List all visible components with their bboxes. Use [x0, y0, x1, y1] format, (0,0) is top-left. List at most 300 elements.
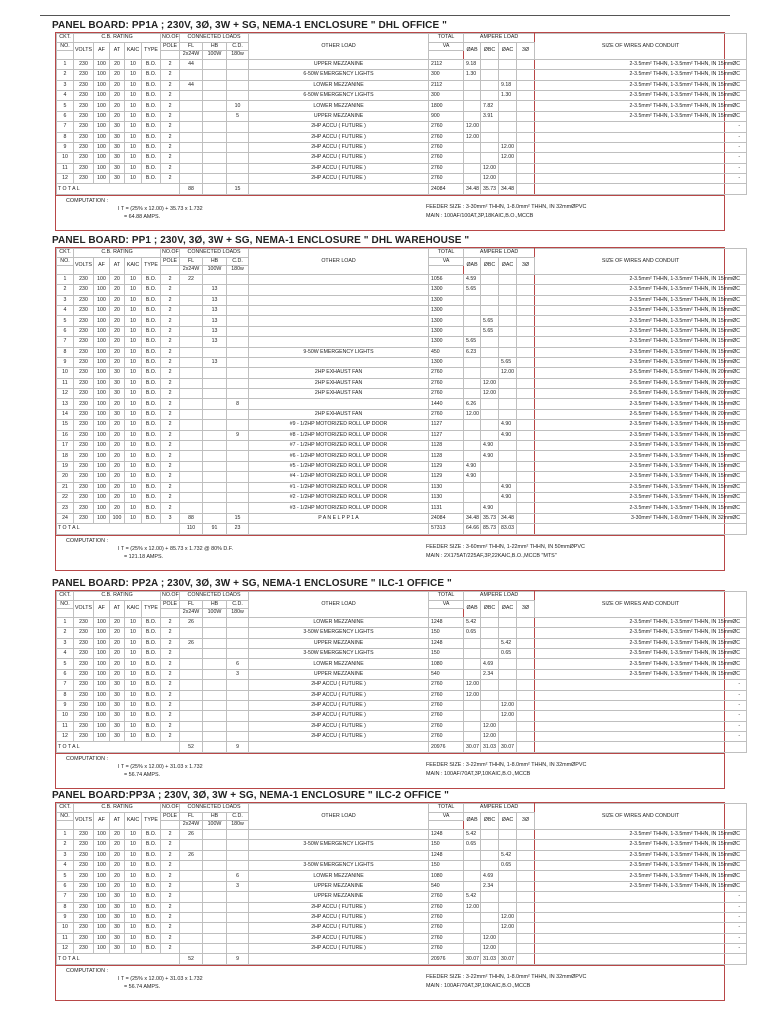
total-row [57, 184, 747, 194]
cell-volts: 230 [74, 316, 94, 326]
hdr-fl: FL [180, 257, 203, 266]
cell-amp-ab: 1.30 [464, 70, 481, 80]
panel-board-pp1a [52, 19, 741, 231]
cell-volts: 230 [74, 101, 94, 111]
cell-other-load [249, 337, 429, 347]
cell-cd [227, 902, 249, 912]
cell-cd [227, 933, 249, 943]
cell-hb [203, 111, 227, 121]
cell-amp-ab: 12.00 [464, 122, 481, 132]
cell-amp-3p [517, 142, 535, 152]
cell-wire-size: - [535, 892, 747, 902]
cell-other-load [249, 399, 429, 409]
cell-fl [180, 357, 203, 367]
panel-schedule-box [55, 590, 741, 789]
cell-kaic: 10 [125, 638, 142, 648]
hdr-no-of: NO.OF [162, 249, 179, 256]
cell-amp-ac: 5.65 [499, 357, 517, 367]
cell-amp-ac [499, 902, 517, 912]
table-row [57, 451, 747, 461]
cell-cd: 15 [227, 513, 249, 523]
cell-amp-ac [499, 721, 517, 731]
total-label: T O T A L [57, 184, 180, 194]
cell-total-va: 24084 [429, 513, 464, 523]
cell-ckt: 13 [57, 399, 74, 409]
cell-fl [180, 860, 203, 870]
cell-other-load: UPPER MEZZANINE [249, 881, 429, 891]
cell-ckt: 6 [57, 881, 74, 891]
cell-other-load: P A N E L P P 1 A [249, 513, 429, 523]
hdr-size-of-wires: SIZE OF WIRES AND CONDUIT [535, 34, 747, 60]
cell-volts: 230 [74, 142, 94, 152]
cell-cd: 6 [227, 659, 249, 669]
cell-amp-ab [464, 732, 481, 742]
cell-amp-bc [481, 680, 499, 690]
cell-amp-ab [464, 389, 481, 399]
cell-type: B.O. [142, 122, 161, 132]
cell-pole: 2 [161, 617, 180, 627]
cell-ckt: 9 [57, 700, 74, 710]
cell-kaic: 10 [125, 711, 142, 721]
cell-wire-size: 2-3.5mm² THHN, 1-3.5mm² THHN, IN 15mmØC [535, 850, 747, 860]
cell-af: 100 [94, 912, 110, 922]
cell-pole: 2 [161, 923, 180, 933]
cell-volts: 230 [74, 274, 94, 284]
cell-total-va: 2760 [429, 389, 464, 399]
cell-ckt: 1 [57, 274, 74, 284]
total-wire-size [535, 184, 747, 194]
cell-af: 100 [94, 368, 110, 378]
cell-amp-bc [481, 461, 499, 471]
cell-at: 20 [110, 430, 125, 440]
table-row [57, 840, 747, 850]
cell-amp-bc: 12.00 [481, 163, 499, 173]
cell-amp-ab [464, 648, 481, 658]
total-total-va: 20976 [429, 742, 464, 752]
cell-fl [180, 472, 203, 482]
cell-amp-3p [517, 659, 535, 669]
cell-ckt: 10 [57, 711, 74, 721]
cell-af: 100 [94, 389, 110, 399]
total-row [57, 742, 747, 752]
cell-af: 100 [94, 721, 110, 731]
cell-wire-size: 2-3.5mm² THHN, 1-3.5mm² THHN, IN 15mmØC [535, 295, 747, 305]
cell-af: 100 [94, 850, 110, 860]
cell-amp-ac [499, 174, 517, 184]
cell-total-va: 2760 [429, 732, 464, 742]
cell-total-va: 540 [429, 669, 464, 679]
cell-fl [180, 669, 203, 679]
total-other-load [249, 954, 429, 964]
cell-volts: 230 [74, 700, 94, 710]
table-row [57, 420, 747, 430]
cell-amp-ac [499, 659, 517, 669]
cell-total-va: 1127 [429, 420, 464, 430]
cell-at: 20 [110, 482, 125, 492]
cell-amp-ac [499, 871, 517, 881]
cell-amp-ab [464, 850, 481, 860]
hdr-total: TOTAL [429, 592, 464, 601]
table-row [57, 295, 747, 305]
cell-cd [227, 337, 249, 347]
cell-amp-3p [517, 648, 535, 658]
cell-amp-bc [481, 430, 499, 440]
cell-af: 100 [94, 153, 110, 163]
cell-amp-ab: 4.59 [464, 274, 481, 284]
total-amp-ac: 34.48 [499, 184, 517, 194]
cell-ckt: 16 [57, 430, 74, 440]
cell-wire-size: 2-3.5mm² THHN, 1-3.5mm² THHN, IN 15mmØC [535, 316, 747, 326]
cell-total-va: 540 [429, 881, 464, 891]
cell-amp-bc: 12.00 [481, 721, 499, 731]
hdr-cd-rating: 180w [227, 266, 249, 275]
cell-other-load: 2HP ACCU ( FUTURE ) [249, 142, 429, 152]
feeder-size: FEEDER SIZE : 3-22mm² THHN, 1-8.0mm² THHN, IN 32mmØPVC [426, 973, 587, 980]
hdr-three-phase: 3Ø [517, 257, 535, 274]
cell-other-load: 2HP ACCU ( FUTURE ) [249, 721, 429, 731]
cell-kaic: 10 [125, 881, 142, 891]
cell-total-va: 2760 [429, 163, 464, 173]
cell-total-va: 1127 [429, 430, 464, 440]
cell-amp-ac [499, 680, 517, 690]
cell-fl [180, 295, 203, 305]
cell-hb [203, 399, 227, 409]
cell-wire-size: 2-3.5mm² THHN, 1-3.5mm² THHN, IN 15mmØC [535, 472, 747, 482]
cell-amp-bc [481, 142, 499, 152]
cell-cd [227, 326, 249, 336]
cell-kaic: 10 [125, 944, 142, 954]
cell-amp-bc [481, 399, 499, 409]
cell-volts: 230 [74, 441, 94, 451]
cell-amp-3p [517, 669, 535, 679]
table-row [57, 732, 747, 742]
cell-af: 100 [94, 357, 110, 367]
cell-other-load [249, 829, 429, 839]
computation-block [56, 965, 724, 1000]
cell-volts: 230 [74, 503, 94, 513]
cell-kaic: 10 [125, 700, 142, 710]
cell-fl [180, 101, 203, 111]
cell-amp-ab [464, 430, 481, 440]
cell-amp-ac [499, 840, 517, 850]
cell-other-load: LOWER MEZZANINE [249, 101, 429, 111]
hdr-ampere-load: AMPERE LOAD [464, 592, 535, 601]
cell-other-load: 2HP EXHAUST FAN [249, 368, 429, 378]
cell-other-load: 2HP ACCU ( FUTURE ) [249, 933, 429, 943]
cell-volts: 230 [74, 492, 94, 502]
cell-total-va: 2760 [429, 944, 464, 954]
cell-type: B.O. [142, 721, 161, 731]
cell-amp-ac: 12.00 [499, 700, 517, 710]
hdr-cb-rating: C.B. RATING [74, 249, 161, 258]
cell-amp-3p [517, 933, 535, 943]
cell-total-va: 150 [429, 840, 464, 850]
cell-amp-ab [464, 451, 481, 461]
cell-cd [227, 680, 249, 690]
cell-at: 30 [110, 892, 125, 902]
cell-af: 100 [94, 59, 110, 69]
panel-title: PANEL BOARD: PP2A ; 230V, 3Ø, 3W + SG, NEMA-1 ENCLOSURE " ILC-1 OFFICE " [52, 578, 452, 589]
cell-wire-size: 2-5.5mm² THHN, 1-5.5mm² THHN, IN 20mmØC [535, 378, 747, 388]
cell-cd [227, 829, 249, 839]
cell-pole: 2 [161, 70, 180, 80]
cell-fl: 44 [180, 59, 203, 69]
cell-amp-ac [499, 441, 517, 451]
cell-wire-size: - [535, 721, 747, 731]
cell-amp-ac [499, 617, 517, 627]
hdr-cd-rating: 180w [227, 51, 249, 60]
cell-amp-bc [481, 305, 499, 315]
hdr-phase-ac: ØAC [499, 812, 517, 829]
cell-pole: 2 [161, 59, 180, 69]
total-cd: 15 [227, 184, 249, 194]
cell-other-load: 2HP ACCU ( FUTURE ) [249, 944, 429, 954]
cell-other-load: 3-50W EMERGENCY LIGHTS [249, 648, 429, 658]
cell-amp-ac: 4.90 [499, 492, 517, 502]
cell-other-load: UPPER MEZZANINE [249, 59, 429, 69]
cell-amp-ac: 12.00 [499, 153, 517, 163]
computation-formula: I T = (25% x 12.00) + 85.73 x 1.732 @ 80% D.F. [118, 545, 233, 552]
cell-amp-ab: 4.90 [464, 461, 481, 471]
hdr-ckt: CKT. [57, 34, 74, 43]
total-amp-3p [517, 742, 535, 752]
table-row [57, 617, 747, 627]
cell-fl [180, 337, 203, 347]
cell-amp-ab: 0.65 [464, 840, 481, 850]
hdr-phase-ab: ØAB [464, 42, 481, 59]
computation-label: COMPUTATION : [66, 755, 109, 762]
hdr-no-of: NO.OF [162, 804, 179, 811]
hdr-hb-rating: 100W [203, 609, 227, 618]
cell-amp-ac [499, 316, 517, 326]
cell-hb [203, 513, 227, 523]
cell-amp-bc [481, 628, 499, 638]
cell-pole: 2 [161, 122, 180, 132]
hdr-hb-rating: 100W [203, 51, 227, 60]
panel-schedule-table [56, 248, 747, 535]
cell-wire-size: 2-3.5mm² THHN, 1-3.5mm² THHN, IN 15mmØC [535, 840, 747, 850]
cell-amp-ab: 5.42 [464, 617, 481, 627]
cell-total-va: 150 [429, 628, 464, 638]
cell-at: 20 [110, 70, 125, 80]
cell-hb [203, 892, 227, 902]
cell-hb [203, 912, 227, 922]
cell-kaic: 10 [125, 628, 142, 638]
cell-pole: 2 [161, 711, 180, 721]
cell-type: B.O. [142, 732, 161, 742]
cell-ckt: 2 [57, 70, 74, 80]
cell-af: 100 [94, 638, 110, 648]
cell-amp-ac: 4.90 [499, 420, 517, 430]
cell-af: 100 [94, 316, 110, 326]
cell-type: B.O. [142, 111, 161, 121]
cell-pole: 2 [161, 285, 180, 295]
cell-type: B.O. [142, 860, 161, 870]
hdr-ckt: CKT. [57, 592, 74, 601]
cell-at: 20 [110, 326, 125, 336]
cell-pole: 3 [161, 513, 180, 523]
cell-amp-3p [517, 912, 535, 922]
cell-other-load: 2HP ACCU ( FUTURE ) [249, 122, 429, 132]
cell-volts: 230 [74, 70, 94, 80]
cell-kaic: 10 [125, 285, 142, 295]
cell-amp-3p [517, 860, 535, 870]
cell-total-va: 300 [429, 70, 464, 80]
cell-hb [203, 101, 227, 111]
cell-amp-ac [499, 944, 517, 954]
cell-other-load [249, 274, 429, 284]
cell-cd [227, 648, 249, 658]
hdr-connected-loads: CONNECTED LOADS [180, 592, 249, 601]
total-fl: 88 [180, 184, 203, 194]
cell-type: B.O. [142, 274, 161, 284]
cell-total-va: 900 [429, 111, 464, 121]
cell-kaic: 10 [125, 829, 142, 839]
cell-hb [203, 389, 227, 399]
cell-total-va: 1080 [429, 871, 464, 881]
cell-amp-bc [481, 711, 499, 721]
cell-amp-3p [517, 732, 535, 742]
computation-label: COMPUTATION : [66, 197, 109, 204]
cell-at: 20 [110, 881, 125, 891]
cell-cd [227, 711, 249, 721]
hdr-no: NO. [57, 812, 74, 821]
cell-at: 30 [110, 378, 125, 388]
cell-cd [227, 638, 249, 648]
cell-wire-size: 2-3.5mm² THHN, 1-3.5mm² THHN, IN 15mmØC [535, 669, 747, 679]
hdr-connected-loads: CONNECTED LOADS [180, 804, 249, 813]
cell-ckt: 19 [57, 461, 74, 471]
total-amp-3p [517, 954, 535, 964]
cell-fl [180, 142, 203, 152]
cell-type: B.O. [142, 461, 161, 471]
cell-kaic: 10 [125, 337, 142, 347]
cell-amp-ab [464, 923, 481, 933]
cell-amp-ac [499, 690, 517, 700]
top-rule [40, 15, 730, 16]
hdr-hb: HB [203, 812, 227, 821]
hdr-fl: FL [180, 812, 203, 821]
cell-hb [203, 860, 227, 870]
cell-at: 20 [110, 669, 125, 679]
cell-volts: 230 [74, 711, 94, 721]
cell-volts: 230 [74, 80, 94, 90]
cell-total-va: 1440 [429, 399, 464, 409]
cell-hb [203, 669, 227, 679]
cell-fl [180, 871, 203, 881]
cell-amp-ac [499, 451, 517, 461]
cell-fl [180, 132, 203, 142]
cell-ckt: 5 [57, 871, 74, 881]
cell-cd [227, 347, 249, 357]
cell-type: B.O. [142, 617, 161, 627]
cell-wire-size: - [535, 163, 747, 173]
cell-fl [180, 628, 203, 638]
cell-hb: 13 [203, 305, 227, 315]
cell-other-load: 3-50W EMERGENCY LIGHTS [249, 628, 429, 638]
cell-amp-3p [517, 163, 535, 173]
cell-hb [203, 378, 227, 388]
cell-pole: 2 [161, 347, 180, 357]
total-hb [203, 954, 227, 964]
cell-fl [180, 285, 203, 295]
cell-kaic: 10 [125, 295, 142, 305]
cell-wire-size: 2-5.5mm² THHN, 1-5.5mm² THHN, IN 20mmØC [535, 389, 747, 399]
cell-volts: 230 [74, 721, 94, 731]
cell-pole: 2 [161, 316, 180, 326]
cell-amp-3p [517, 347, 535, 357]
hdr-af: AF [94, 600, 110, 617]
cell-af: 100 [94, 482, 110, 492]
hdr-fl: FL [180, 600, 203, 609]
cell-wire-size: 2-3.5mm² THHN, 1-3.5mm² THHN, IN 15mmØC [535, 430, 747, 440]
cell-af: 100 [94, 711, 110, 721]
cell-ckt: 7 [57, 122, 74, 132]
cell-amp-3p [517, 153, 535, 163]
cell-hb [203, 628, 227, 638]
cell-kaic: 10 [125, 399, 142, 409]
cell-amp-ab: 12.00 [464, 680, 481, 690]
cell-kaic: 10 [125, 122, 142, 132]
hdr-total: TOTAL [429, 34, 464, 43]
cell-ckt: 22 [57, 492, 74, 502]
cell-hb: 13 [203, 285, 227, 295]
cell-type: B.O. [142, 628, 161, 638]
cell-fl [180, 492, 203, 502]
cell-at: 30 [110, 680, 125, 690]
cell-amp-bc [481, 153, 499, 163]
cell-ckt: 10 [57, 153, 74, 163]
cell-total-va: 2760 [429, 912, 464, 922]
cell-amp-ac [499, 347, 517, 357]
cell-amp-3p [517, 80, 535, 90]
cell-amp-bc: 12.00 [481, 944, 499, 954]
cell-cd [227, 153, 249, 163]
cell-amp-bc [481, 80, 499, 90]
cell-amp-ab [464, 80, 481, 90]
cell-wire-size: 2-3.5mm² THHN, 1-3.5mm² THHN, IN 15mmØC [535, 860, 747, 870]
cell-cd [227, 840, 249, 850]
table-row [57, 711, 747, 721]
cell-total-va: 2760 [429, 933, 464, 943]
cell-at: 20 [110, 420, 125, 430]
cell-fl [180, 174, 203, 184]
cell-hb [203, 700, 227, 710]
cell-amp-bc [481, 347, 499, 357]
cell-ckt: 12 [57, 174, 74, 184]
cell-amp-3p [517, 944, 535, 954]
cell-volts: 230 [74, 638, 94, 648]
cell-amp-3p [517, 461, 535, 471]
hdr-cb-rating: C.B. RATING [74, 34, 161, 43]
cell-af: 100 [94, 690, 110, 700]
hdr-phase-ab: ØAB [464, 812, 481, 829]
cell-volts: 230 [74, 122, 94, 132]
cell-at: 30 [110, 153, 125, 163]
cell-other-load: #1 - 1/2HP MOTORIZED ROLL UP DOOR [249, 482, 429, 492]
cell-other-load [249, 326, 429, 336]
computation-formula: I T = (25% x 12.00) + 31.03 x 1.732 [118, 975, 203, 982]
cell-amp-3p [517, 902, 535, 912]
cell-amp-ab: 12.00 [464, 902, 481, 912]
cell-amp-bc [481, 690, 499, 700]
cell-fl: 26 [180, 617, 203, 627]
cell-at: 20 [110, 80, 125, 90]
cell-cd [227, 409, 249, 419]
cell-cd [227, 850, 249, 860]
cell-amp-ab [464, 482, 481, 492]
cell-amp-3p [517, 274, 535, 284]
